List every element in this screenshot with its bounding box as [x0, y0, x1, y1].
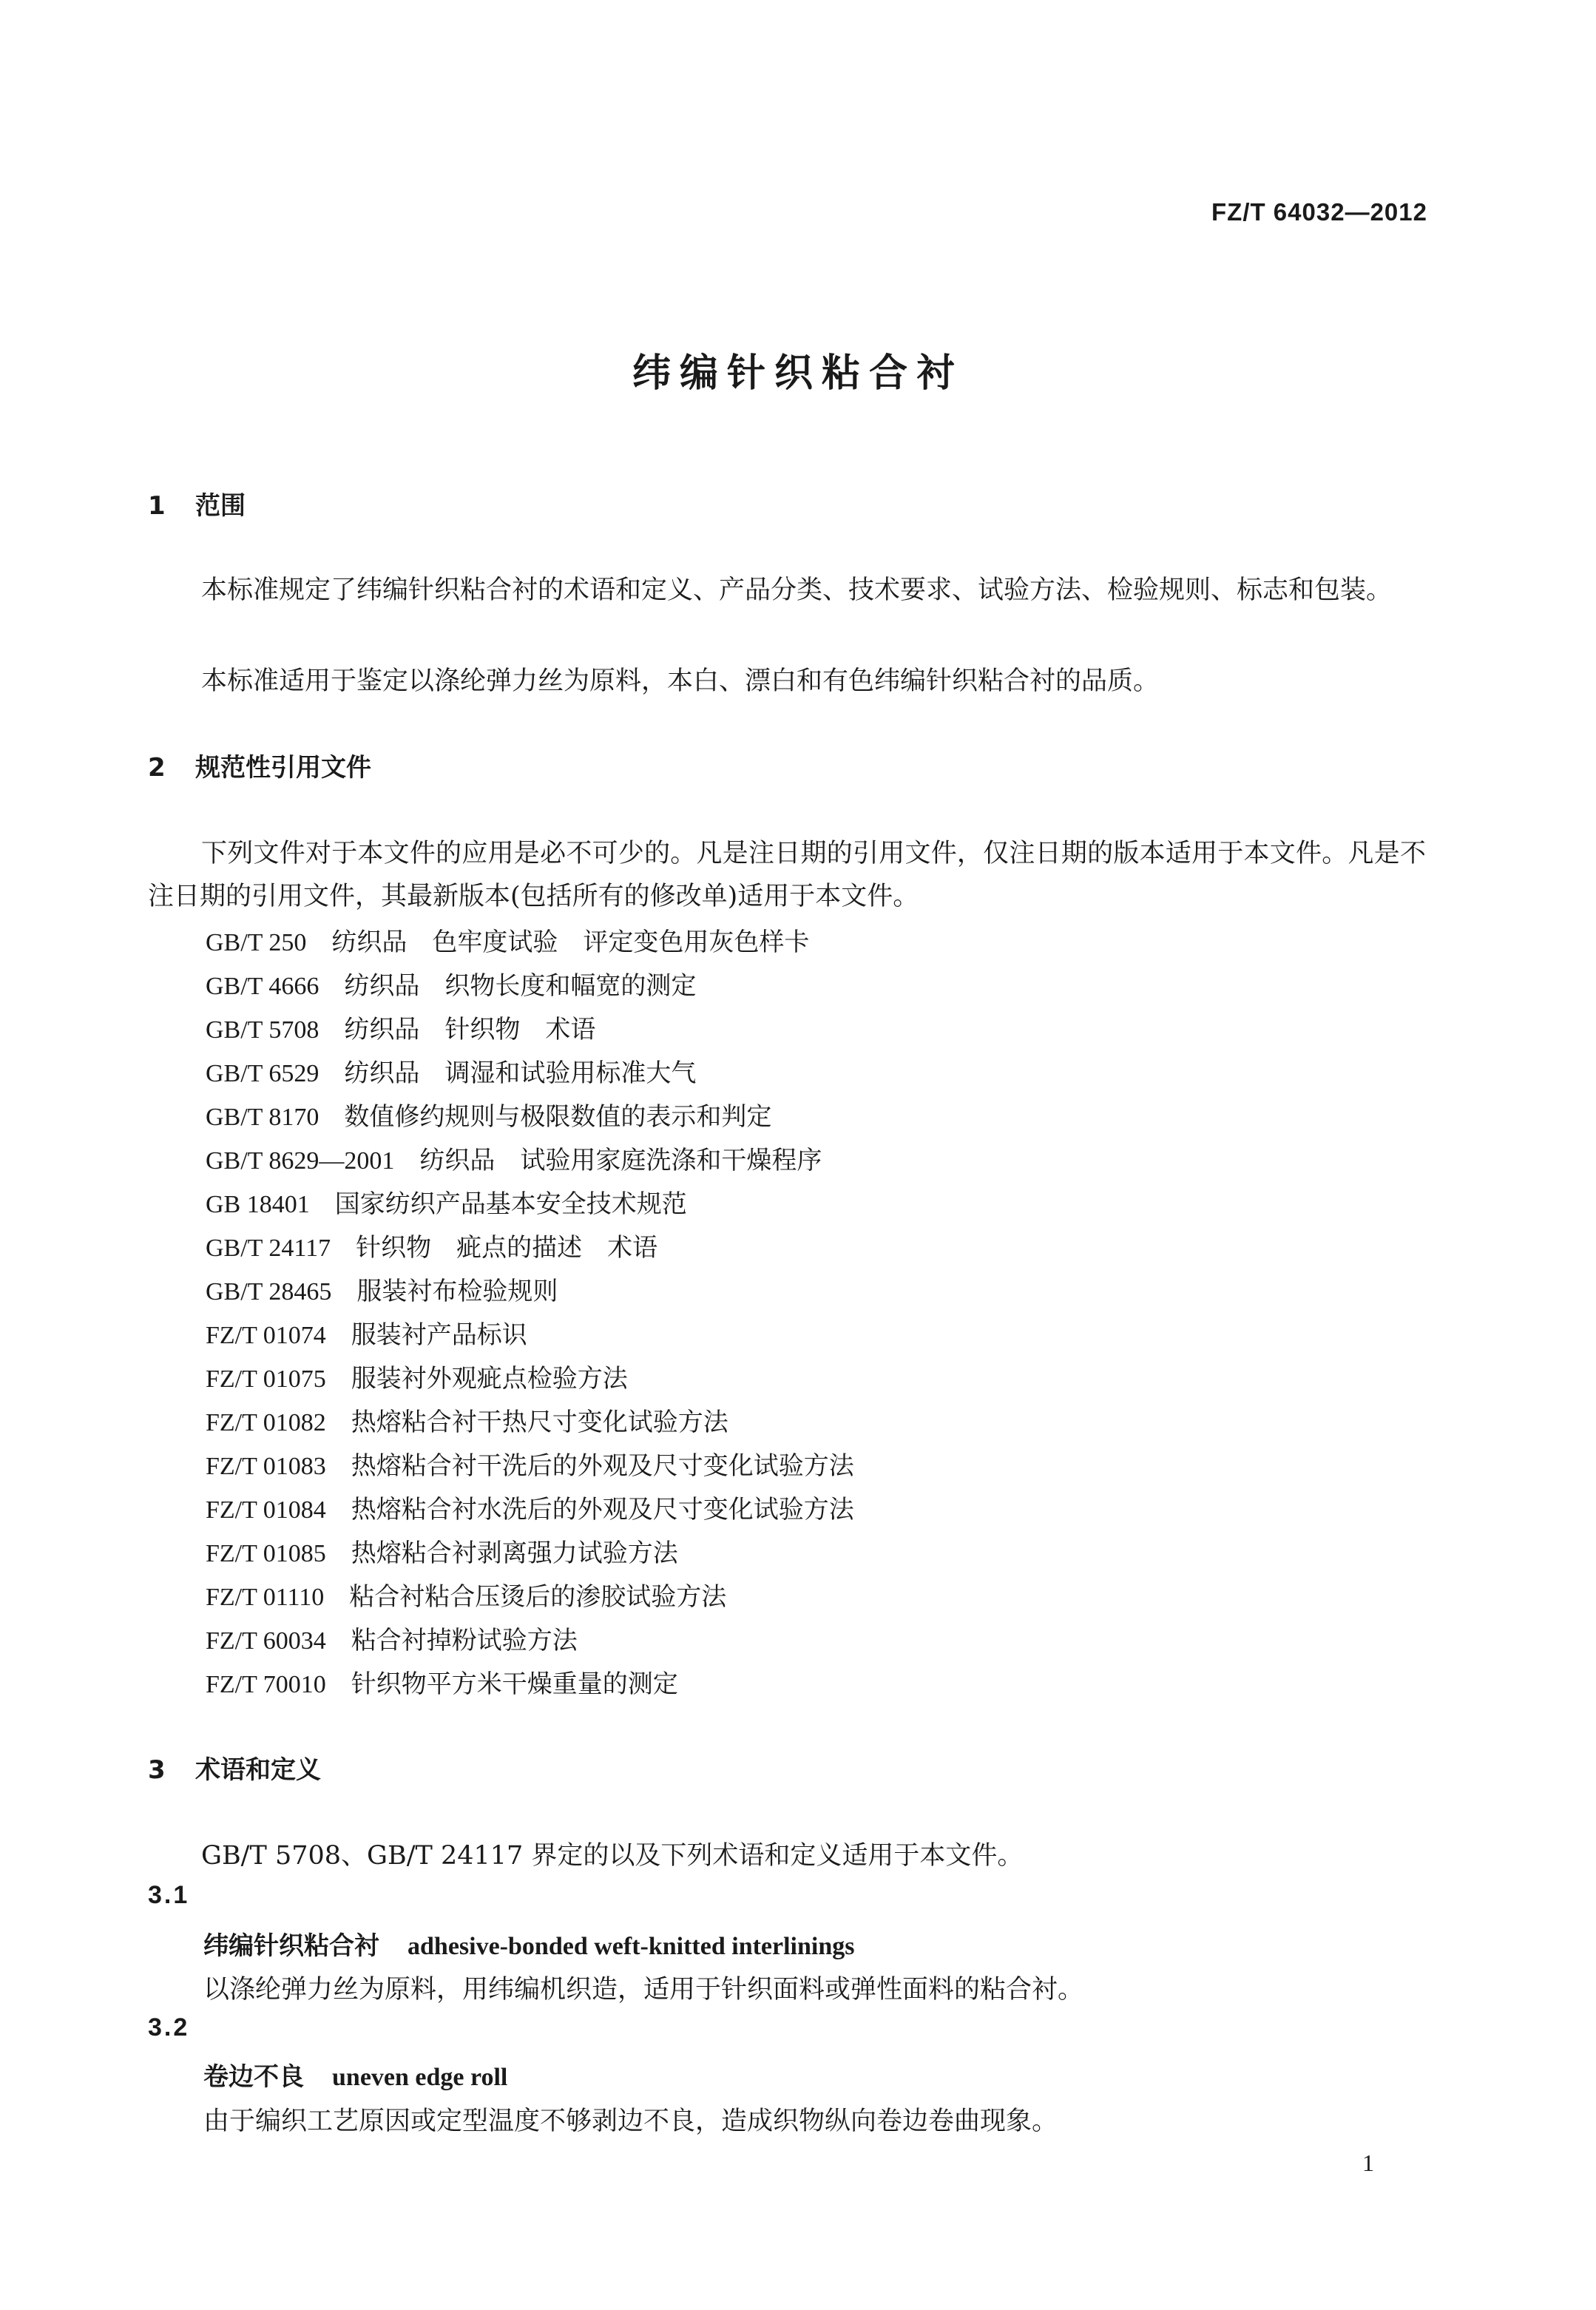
section-title: 术语和定义	[195, 1755, 321, 1785]
reference-item	[206, 1576, 726, 1612]
reference-title: 服装衬产品标识	[351, 1320, 527, 1350]
section-title: 规范性引用文件	[195, 753, 371, 783]
reference-code: FZ/T 01110	[206, 1584, 325, 1611]
reference-title: 纺织品 色牢度试验 评定变色用灰色样卡	[331, 928, 810, 957]
section-title: 范围	[195, 491, 246, 521]
reference-title: 数值修约规则与极限数值的表示和判定	[344, 1102, 772, 1132]
reference-code: GB/T 250	[206, 929, 307, 956]
term-heading	[203, 1925, 855, 1962]
reference-code: GB/T 8629—2001	[206, 1147, 395, 1175]
reference-title: 纺织品 针织物 术语	[344, 1015, 596, 1044]
section-3-heading	[148, 1749, 321, 1786]
reference-item	[206, 1096, 771, 1132]
reference-code: GB/T 28465	[206, 1278, 332, 1306]
reference-title: 纺织品 调湿和试验用标准大气	[344, 1058, 697, 1088]
reference-title: 针织物平方米干燥重量的测定	[351, 1669, 678, 1699]
reference-title: 热熔粘合衬干热尺寸变化试验方法	[351, 1408, 728, 1437]
reference-title: 粘合衬粘合压烫后的渗胶试验方法	[349, 1582, 727, 1612]
reference-code: GB 18401	[206, 1191, 310, 1218]
reference-code: GB/T 24117	[206, 1235, 331, 1262]
reference-item	[206, 1358, 628, 1394]
term-en: uneven edge roll	[332, 2064, 508, 2091]
term-definition: 以涤纶弹力丝为原料，用纬编机织造，适用于针织面料或弹性面料的粘合衬。	[203, 1975, 1084, 2005]
term-definition: 由于编织工艺原因或定型温度不够剥边不良，造成织物纵向卷边卷曲现象。	[203, 2107, 1058, 2136]
section-2-heading	[148, 747, 371, 783]
reference-item	[206, 1314, 527, 1351]
reference-item	[206, 1533, 678, 1569]
term-heading	[203, 2056, 507, 2093]
reference-title: 热熔粘合衬水洗后的外观及尺寸变化试验方法	[351, 1495, 854, 1524]
reference-code: GB/T 6529	[206, 1060, 319, 1087]
standard-number: FZ/T 64032—2012	[1211, 198, 1427, 226]
reference-item	[206, 1664, 678, 1700]
reference-code: GB/T 4666	[206, 973, 319, 1000]
reference-title: 热熔粘合衬干洗后的外观及尺寸变化试验方法	[351, 1451, 854, 1481]
reference-item	[206, 1620, 578, 1656]
reference-title: 国家纺织产品基本安全技术规范	[334, 1189, 687, 1219]
reference-item	[206, 1053, 696, 1089]
reference-code: FZ/T 70010	[206, 1671, 326, 1698]
reference-title: 纺织品 织物长度和幅宽的测定	[344, 971, 697, 1001]
section-number: 1	[148, 491, 166, 521]
term-number: 3.1	[148, 1881, 190, 1909]
reference-code: GB/T 8170	[206, 1104, 319, 1131]
paragraph: GB/T 5708、GB/T 24117 界定的以及下列术语和定义适用于本文件。	[201, 1841, 1024, 1871]
reference-code: FZ/T 01082	[206, 1409, 326, 1436]
term-number: 3.2	[148, 2013, 190, 2041]
page-number: 1	[1362, 2149, 1374, 2176]
term-en: adhesive-bonded weft-knitted interlinings	[408, 1933, 855, 1960]
reference-title: 纺织品 试验用家庭洗涤和干燥程序	[419, 1146, 822, 1175]
paragraph: 下列文件对于本文件的应用是必不可少的。凡是注日期的引用文件，仅注日期的版本适用于本文件。凡是不注日期的引用文件，其最新版本(包括所有的修改单)适用于本文件。	[148, 839, 1426, 911]
reference-item	[206, 1183, 687, 1220]
reference-title: 热熔粘合衬剥离强力试验方法	[351, 1539, 678, 1568]
term-zh: 卷边不良	[203, 2062, 304, 2092]
reference-item	[206, 922, 809, 958]
reference-code: GB/T 5708	[206, 1016, 319, 1044]
reference-item	[206, 1402, 728, 1438]
section-1-heading	[148, 485, 246, 521]
reference-code: FZ/T 01085	[206, 1540, 326, 1567]
reference-code: FZ/T 01075	[206, 1365, 326, 1393]
reference-title: 服装衬布检验规则	[356, 1277, 558, 1306]
reference-code: FZ/T 01074	[206, 1322, 326, 1349]
paragraph: 本标准规定了纬编针织粘合衬的术语和定义、产品分类、技术要求、试验方法、检验规则、标志和包装。	[201, 575, 1393, 605]
reference-item	[206, 965, 696, 1002]
reference-item	[206, 1140, 822, 1176]
paragraph: 本标准适用于鉴定以涤纶弹力丝为原料，本白、漂白和有色纬编针织粘合衬的品质。	[201, 666, 1160, 696]
reference-item	[206, 1445, 854, 1482]
section-number: 3	[148, 1755, 166, 1785]
reference-item	[206, 1009, 595, 1045]
reference-item	[206, 1489, 854, 1525]
section-number: 2	[148, 753, 166, 783]
term-zh: 纬编针织粘合衬	[203, 1931, 379, 1961]
reference-title: 针织物 疵点的描述 术语	[356, 1233, 658, 1263]
reference-title: 服装衬外观疵点检验方法	[351, 1364, 628, 1394]
reference-item	[206, 1271, 558, 1307]
reference-item	[206, 1227, 657, 1263]
reference-title: 粘合衬掉粉试验方法	[351, 1626, 578, 1655]
document-title: 纬编针织粘合衬	[632, 351, 964, 396]
reference-code: FZ/T 01083	[206, 1453, 326, 1480]
reference-code: FZ/T 01084	[206, 1496, 326, 1524]
reference-code: FZ/T 60034	[206, 1627, 326, 1655]
